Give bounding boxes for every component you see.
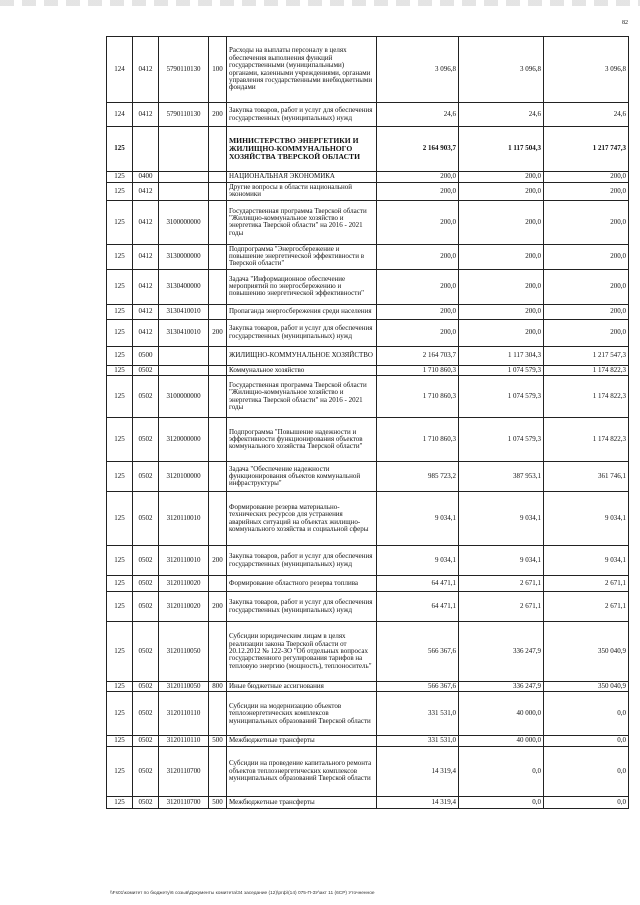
- section-code-cell: 0400: [133, 172, 159, 183]
- section-code-cell: 0412: [133, 103, 159, 127]
- expense-type-cell: [209, 172, 227, 183]
- expense-type-cell: 200: [209, 103, 227, 127]
- table-row: [107, 244, 629, 269]
- amount-year1-cell: 200,0: [377, 304, 459, 319]
- amount-year2-cell: 40 000,0: [459, 736, 544, 746]
- amount-year2-cell: 336 247,9: [459, 682, 544, 692]
- table-row: [107, 576, 629, 592]
- ved-code-cell: 125: [107, 244, 133, 269]
- amount-year1-cell: 1 710 860,3: [377, 365, 459, 375]
- table-row: [107, 183, 629, 201]
- item-name-cell: ЖИЛИЩНО-КОММУНАЛЬНОЕ ХОЗЯЙСТВО: [227, 346, 377, 365]
- table-row: [107, 692, 629, 736]
- section-code-cell: 0412: [133, 304, 159, 319]
- amount-year1-cell: 14 319,4: [377, 746, 459, 796]
- budget-table-body: [107, 37, 629, 809]
- amount-year1-cell: 1 710 860,3: [377, 418, 459, 462]
- amount-year1-cell: 985 723,2: [377, 462, 459, 492]
- table-row: [107, 127, 629, 172]
- amount-year1-cell: 331 531,0: [377, 736, 459, 746]
- amount-year2-cell: 1 074 579,3: [459, 376, 544, 418]
- amount-year2-cell: 1 074 579,3: [459, 418, 544, 462]
- item-name-cell: Другие вопросы в области национальной экономики: [227, 183, 377, 201]
- amount-year2-cell: 200,0: [459, 200, 544, 244]
- section-code-cell: 0412: [133, 200, 159, 244]
- item-name-cell: Субсидии на модернизацию объектов теплоэнергетических комплексов муниципальных образований Тверской области: [227, 692, 377, 736]
- amount-year2-cell: 9 034,1: [459, 546, 544, 576]
- section-code-cell: 0502: [133, 736, 159, 746]
- amount-year3-cell: 1 217 747,3: [544, 127, 629, 172]
- ved-code-cell: 125: [107, 418, 133, 462]
- expense-type-cell: 500: [209, 796, 227, 808]
- amount-year1-cell: 200,0: [377, 269, 459, 304]
- item-name-cell: Закупка товаров, работ и услуг для обеспечения государственных (муниципальных) нужд: [227, 103, 377, 127]
- ved-code-cell: 125: [107, 796, 133, 808]
- section-code-cell: 0502: [133, 576, 159, 592]
- amount-year1-cell: 64 471,1: [377, 576, 459, 592]
- amount-year1-cell: 64 471,1: [377, 592, 459, 622]
- amount-year1-cell: 9 034,1: [377, 492, 459, 546]
- target-article-cell: 5790110130: [159, 37, 209, 103]
- item-name-cell: Межбюджетные трансферты: [227, 796, 377, 808]
- item-name-cell: Межбюджетные трансферты: [227, 736, 377, 746]
- amount-year1-cell: 331 531,0: [377, 692, 459, 736]
- item-name-cell: Субсидии на проведение капитального ремонта объектов теплоэнергетических комплексов муниципальных образований Тверской области: [227, 746, 377, 796]
- section-code-cell: 0502: [133, 492, 159, 546]
- amount-year1-cell: 200,0: [377, 172, 459, 183]
- section-code-cell: 0502: [133, 746, 159, 796]
- table-row: [107, 37, 629, 103]
- amount-year3-cell: 350 040,9: [544, 682, 629, 692]
- ved-code-cell: 125: [107, 546, 133, 576]
- ved-code-cell: 124: [107, 37, 133, 103]
- target-article-cell: 5790110130: [159, 103, 209, 127]
- target-article-cell: 3120110010: [159, 492, 209, 546]
- target-article-cell: 3100000000: [159, 376, 209, 418]
- amount-year3-cell: 3 096,8: [544, 37, 629, 103]
- item-name-cell: Расходы на выплаты персоналу в целях обеспечения выполнения функций государственными (муниципальными) органами, казенными учреждениями, органами управления государственными внебюджетными фондами: [227, 37, 377, 103]
- ved-code-cell: 125: [107, 304, 133, 319]
- amount-year2-cell: 387 953,1: [459, 462, 544, 492]
- amount-year1-cell: 566 367,6: [377, 682, 459, 692]
- amount-year2-cell: 24,6: [459, 103, 544, 127]
- target-article-cell: [159, 127, 209, 172]
- table-row: [107, 796, 629, 808]
- ved-code-cell: 125: [107, 365, 133, 375]
- amount-year3-cell: 0,0: [544, 736, 629, 746]
- amount-year3-cell: 1 174 822,3: [544, 418, 629, 462]
- item-name-cell: Пропаганда энергосбережения среди населения: [227, 304, 377, 319]
- item-name-cell: Задача "Информационное обеспечение мероприятий по энергосбережению и повышению энергетической эффективности": [227, 269, 377, 304]
- target-article-cell: [159, 365, 209, 375]
- amount-year1-cell: 14 319,4: [377, 796, 459, 808]
- amount-year1-cell: 3 096,8: [377, 37, 459, 103]
- ved-code-cell: 125: [107, 319, 133, 346]
- ved-code-cell: 125: [107, 376, 133, 418]
- item-name-cell: Государственная программа Тверской области "Жилищно-коммунальное хозяйство и энергетика Тверской области" на 2016 - 2021 годы: [227, 200, 377, 244]
- ved-code-cell: 125: [107, 492, 133, 546]
- section-code-cell: 0502: [133, 692, 159, 736]
- amount-year2-cell: 200,0: [459, 172, 544, 183]
- table-row: [107, 365, 629, 375]
- target-article-cell: 3120110010: [159, 546, 209, 576]
- ved-code-cell: 125: [107, 622, 133, 682]
- target-article-cell: 3120110110: [159, 692, 209, 736]
- expense-type-cell: [209, 269, 227, 304]
- target-article-cell: [159, 183, 209, 201]
- ved-code-cell: 125: [107, 200, 133, 244]
- amount-year3-cell: 0,0: [544, 746, 629, 796]
- section-code-cell: 0500: [133, 346, 159, 365]
- amount-year3-cell: 0,0: [544, 796, 629, 808]
- item-name-cell: Закупка товаров, работ и услуг для обеспечения государственных (муниципальных) нужд: [227, 319, 377, 346]
- table-row: [107, 304, 629, 319]
- item-name-cell: МИНИСТЕРСТВО ЭНЕРГЕТИКИ И ЖИЛИЩНО-КОММУНАЛЬНОГО ХОЗЯЙСТВА ТВЕРСКОЙ ОБЛАСТИ: [227, 127, 377, 172]
- table-row: [107, 269, 629, 304]
- table-row: [107, 376, 629, 418]
- section-code-cell: 0502: [133, 796, 159, 808]
- expense-type-cell: 200: [209, 319, 227, 346]
- amount-year3-cell: 200,0: [544, 304, 629, 319]
- item-name-cell: Иные бюджетные ассигнования: [227, 682, 377, 692]
- table-row: [107, 492, 629, 546]
- table-row: [107, 200, 629, 244]
- amount-year1-cell: 2 164 703,7: [377, 346, 459, 365]
- amount-year1-cell: 200,0: [377, 244, 459, 269]
- item-name-cell: Задача "Обеспечение надежности функционирования объектов коммунальной инфраструктуры": [227, 462, 377, 492]
- file-path-footer: \\Fs01\комитет по бюджету\6 созыв\Документы комитета\34 заседание (12)\ргф\(14) 075-П-ЗУ\акт 11 (6СР) Уточненное: [110, 891, 375, 896]
- amount-year3-cell: 200,0: [544, 269, 629, 304]
- target-article-cell: 3120110700: [159, 796, 209, 808]
- amount-year1-cell: 200,0: [377, 183, 459, 201]
- expense-type-cell: [209, 200, 227, 244]
- expense-type-cell: 100: [209, 37, 227, 103]
- target-article-cell: 3120110020: [159, 592, 209, 622]
- target-article-cell: 3130410010: [159, 304, 209, 319]
- target-article-cell: 3120110050: [159, 682, 209, 692]
- target-article-cell: 3120110110: [159, 736, 209, 746]
- expense-type-cell: 500: [209, 736, 227, 746]
- item-name-cell: Субсидии юридическим лицам в целях реализации закона Тверской области от 20.12.2012 № 122-ЗО "Об отдельных вопросах государственного регулирования тарифов на тепловую энергию (мощность), теплоноситель": [227, 622, 377, 682]
- section-code-cell: 0502: [133, 418, 159, 462]
- amount-year2-cell: 1 117 504,3: [459, 127, 544, 172]
- amount-year3-cell: 200,0: [544, 244, 629, 269]
- table-row: [107, 682, 629, 692]
- expense-type-cell: [209, 622, 227, 682]
- item-name-cell: Подпрограмма "Повышение надежности и эффективности функционирования объектов коммунального хозяйства Тверской области": [227, 418, 377, 462]
- ved-code-cell: 125: [107, 172, 133, 183]
- section-code-cell: [133, 127, 159, 172]
- table-row: [107, 103, 629, 127]
- expense-type-cell: [209, 492, 227, 546]
- section-code-cell: 0502: [133, 462, 159, 492]
- section-code-cell: 0502: [133, 682, 159, 692]
- target-article-cell: 3130400000: [159, 269, 209, 304]
- target-article-cell: 3120000000: [159, 418, 209, 462]
- table-row: [107, 746, 629, 796]
- section-code-cell: 0502: [133, 546, 159, 576]
- expense-type-cell: [209, 183, 227, 201]
- expense-type-cell: [209, 346, 227, 365]
- section-code-cell: 0412: [133, 37, 159, 103]
- amount-year2-cell: 200,0: [459, 304, 544, 319]
- target-article-cell: 3120110700: [159, 746, 209, 796]
- amount-year2-cell: 2 671,1: [459, 592, 544, 622]
- item-name-cell: Коммунальное хозяйство: [227, 365, 377, 375]
- amount-year2-cell: 336 247,9: [459, 622, 544, 682]
- amount-year2-cell: 2 671,1: [459, 576, 544, 592]
- amount-year1-cell: 9 034,1: [377, 546, 459, 576]
- amount-year3-cell: 200,0: [544, 172, 629, 183]
- expense-type-cell: [209, 692, 227, 736]
- expense-type-cell: [209, 365, 227, 375]
- ved-code-cell: 125: [107, 592, 133, 622]
- item-name-cell: Формирование резерва материально-технических ресурсов для устранения аварийных ситуаций на объектах жилищно-коммунального хозяйства и социальной сферы: [227, 492, 377, 546]
- target-article-cell: 3130000000: [159, 244, 209, 269]
- amount-year2-cell: 0,0: [459, 796, 544, 808]
- amount-year2-cell: 0,0: [459, 746, 544, 796]
- target-article-cell: [159, 346, 209, 365]
- amount-year3-cell: 1 174 822,3: [544, 376, 629, 418]
- item-name-cell: Государственная программа Тверской области "Жилищно-коммунальное хозяйство и энергетика Тверской области" на 2016 - 2021 годы: [227, 376, 377, 418]
- amount-year1-cell: 200,0: [377, 200, 459, 244]
- target-article-cell: 3100000000: [159, 200, 209, 244]
- amount-year3-cell: 1 174 822,3: [544, 365, 629, 375]
- expense-type-cell: [209, 418, 227, 462]
- table-row: [107, 592, 629, 622]
- amount-year1-cell: 566 367,6: [377, 622, 459, 682]
- amount-year2-cell: 1 074 579,3: [459, 365, 544, 375]
- amount-year1-cell: 24,6: [377, 103, 459, 127]
- ved-code-cell: 125: [107, 746, 133, 796]
- amount-year3-cell: 0,0: [544, 692, 629, 736]
- ved-code-cell: 125: [107, 127, 133, 172]
- amount-year1-cell: 2 164 903,7: [377, 127, 459, 172]
- amount-year3-cell: 350 040,9: [544, 622, 629, 682]
- amount-year2-cell: 40 000,0: [459, 692, 544, 736]
- item-name-cell: Подпрограмма "Энергосбережение и повышение энергетической эффективности в Тверской области": [227, 244, 377, 269]
- amount-year3-cell: 361 746,1: [544, 462, 629, 492]
- section-code-cell: 0412: [133, 269, 159, 304]
- target-article-cell: 3120110050: [159, 622, 209, 682]
- expense-type-cell: [209, 462, 227, 492]
- table-row: [107, 172, 629, 183]
- ved-code-cell: 125: [107, 736, 133, 746]
- section-code-cell: 0502: [133, 592, 159, 622]
- amount-year3-cell: 200,0: [544, 319, 629, 346]
- page-number: 82: [622, 20, 628, 26]
- expense-type-cell: [209, 127, 227, 172]
- target-article-cell: 3120100000: [159, 462, 209, 492]
- budget-table: [106, 36, 629, 809]
- table-row: [107, 546, 629, 576]
- ved-code-cell: 125: [107, 462, 133, 492]
- expense-type-cell: [209, 576, 227, 592]
- target-article-cell: 3120110020: [159, 576, 209, 592]
- expense-type-cell: [209, 244, 227, 269]
- item-name-cell: НАЦИОНАЛЬНАЯ ЭКОНОМИКА: [227, 172, 377, 183]
- amount-year2-cell: 200,0: [459, 269, 544, 304]
- ved-code-cell: 125: [107, 692, 133, 736]
- section-code-cell: 0412: [133, 183, 159, 201]
- expense-type-cell: [209, 376, 227, 418]
- amount-year1-cell: 1 710 860,3: [377, 376, 459, 418]
- item-name-cell: Закупка товаров, работ и услуг для обеспечения государственных (муниципальных) нужд: [227, 546, 377, 576]
- section-code-cell: 0502: [133, 622, 159, 682]
- expense-type-cell: [209, 746, 227, 796]
- ved-code-cell: 125: [107, 346, 133, 365]
- table-row: [107, 622, 629, 682]
- ved-code-cell: 125: [107, 269, 133, 304]
- amount-year3-cell: 200,0: [544, 200, 629, 244]
- ved-code-cell: 125: [107, 576, 133, 592]
- section-code-cell: 0502: [133, 365, 159, 375]
- ved-code-cell: 125: [107, 682, 133, 692]
- amount-year2-cell: 3 096,8: [459, 37, 544, 103]
- expense-type-cell: 800: [209, 682, 227, 692]
- amount-year3-cell: 200,0: [544, 183, 629, 201]
- table-row: [107, 736, 629, 746]
- expense-type-cell: [209, 304, 227, 319]
- amount-year2-cell: 200,0: [459, 244, 544, 269]
- amount-year3-cell: 9 034,1: [544, 546, 629, 576]
- amount-year3-cell: 1 217 547,3: [544, 346, 629, 365]
- item-name-cell: Формирование областного резерва топлива: [227, 576, 377, 592]
- scan-artifact-line: [0, 0, 640, 6]
- amount-year1-cell: 200,0: [377, 319, 459, 346]
- expense-type-cell: 200: [209, 546, 227, 576]
- section-code-cell: 0502: [133, 376, 159, 418]
- section-code-cell: 0412: [133, 244, 159, 269]
- ved-code-cell: 125: [107, 183, 133, 201]
- expense-type-cell: 200: [209, 592, 227, 622]
- table-row: [107, 346, 629, 365]
- amount-year2-cell: 200,0: [459, 183, 544, 201]
- table-row: [107, 418, 629, 462]
- amount-year3-cell: 24,6: [544, 103, 629, 127]
- amount-year2-cell: 200,0: [459, 319, 544, 346]
- amount-year3-cell: 9 034,1: [544, 492, 629, 546]
- target-article-cell: [159, 172, 209, 183]
- item-name-cell: Закупка товаров, работ и услуг для обеспечения государственных (муниципальных) нужд: [227, 592, 377, 622]
- ved-code-cell: 124: [107, 103, 133, 127]
- amount-year3-cell: 2 671,1: [544, 592, 629, 622]
- amount-year2-cell: 9 034,1: [459, 492, 544, 546]
- amount-year2-cell: 1 117 304,3: [459, 346, 544, 365]
- target-article-cell: 3130410010: [159, 319, 209, 346]
- table-row: [107, 319, 629, 346]
- section-code-cell: 0412: [133, 319, 159, 346]
- amount-year3-cell: 2 671,1: [544, 576, 629, 592]
- table-row: [107, 462, 629, 492]
